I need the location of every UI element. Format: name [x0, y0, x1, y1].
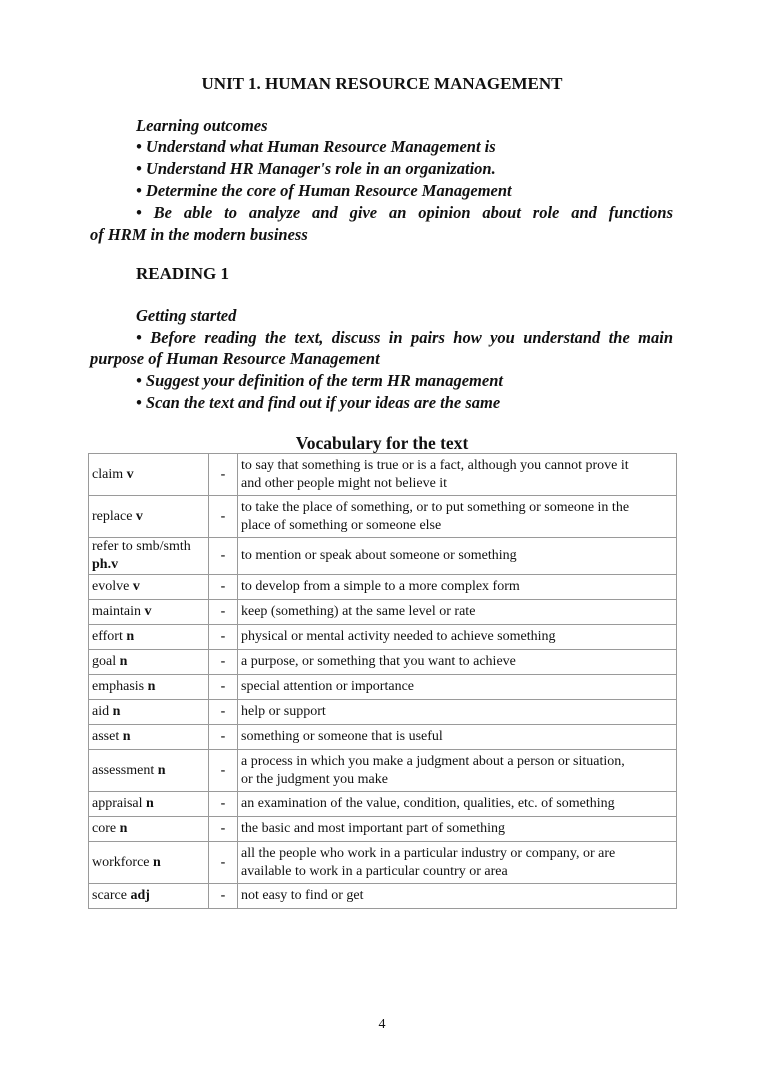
- vocab-part-of-speech: n: [126, 629, 135, 644]
- table-row: [89, 625, 677, 650]
- vocab-definition-line: a purpose, or something that you want to achieve: [241, 654, 516, 669]
- vocab-word: asset: [92, 729, 120, 744]
- vocab-word: scarce: [92, 888, 127, 903]
- vocab-definition-line: an examination of the value, condition, qualities, etc. of something: [241, 796, 615, 811]
- vocab-word: evolve: [92, 579, 130, 594]
- vocab-dash: -: [209, 538, 238, 575]
- vocab-definition: [238, 625, 677, 650]
- table-row: [89, 575, 677, 600]
- vocab-definition-line: keep (something) at the same level or rate: [241, 604, 476, 619]
- learning-outcomes-heading: Learning outcomes: [136, 116, 268, 135]
- vocab-definition: [238, 575, 677, 600]
- bullet-icon: •: [136, 203, 154, 222]
- vocab-definition-line: the basic and most important part of something: [241, 821, 506, 836]
- vocab-word: claim: [92, 466, 124, 482]
- vocab-definition: [238, 884, 677, 909]
- vocab-definition-line: physical or mental activity needed to achieve something: [241, 629, 556, 644]
- vocab-definition: [238, 454, 677, 496]
- vocab-dash: -: [209, 675, 238, 700]
- reading-item-1: • Before reading the text, discuss in pairs how you understand the main: [136, 328, 674, 347]
- vocab-definition-line: something or someone that is useful: [241, 729, 443, 744]
- table-row: [89, 792, 677, 817]
- vocab-word: core: [92, 821, 117, 836]
- vocab-word: refer to smb/smth: [92, 539, 191, 554]
- vocab-definition: [238, 600, 677, 625]
- vocab-term: [89, 454, 209, 496]
- table-row: [89, 650, 677, 675]
- vocab-dash: -: [209, 454, 238, 496]
- vocab-definition-line: help or support: [241, 704, 326, 719]
- vocab-word: appraisal: [92, 796, 143, 811]
- vocab-definition: [238, 496, 677, 538]
- bullet-icon: •: [136, 181, 146, 200]
- vocab-definition-line: place of something or someone else: [241, 517, 442, 533]
- table-row: [89, 842, 677, 884]
- table-row: [89, 600, 677, 625]
- vocab-word: replace: [92, 508, 133, 524]
- vocab-word: maintain: [92, 604, 141, 619]
- vocab-term: [89, 700, 209, 725]
- bullet-icon: •: [136, 328, 151, 347]
- vocab-definition-line: and other people might not believe it: [241, 475, 448, 491]
- vocab-dash: -: [209, 842, 238, 884]
- vocab-term: [89, 600, 209, 625]
- vocab-term: [89, 496, 209, 538]
- vocab-part-of-speech: n: [112, 704, 121, 719]
- bullet-icon: •: [136, 371, 146, 390]
- vocab-part-of-speech: n: [157, 762, 166, 778]
- vocab-dash: -: [209, 496, 238, 538]
- vocab-definition: [238, 675, 677, 700]
- vocab-part-of-speech: adj: [130, 888, 150, 903]
- vocabulary-table: [88, 453, 677, 909]
- vocab-dash: -: [209, 725, 238, 750]
- vocab-term: [89, 750, 209, 792]
- vocab-definition-line: special attention or importance: [241, 679, 414, 694]
- vocab-dash: -: [209, 600, 238, 625]
- vocab-dash: -: [209, 700, 238, 725]
- vocab-definition: [238, 650, 677, 675]
- vocab-part-of-speech: ph.v: [92, 557, 119, 572]
- vocab-term: [89, 538, 209, 575]
- vocab-dash: -: [209, 650, 238, 675]
- vocab-definition-line: to mention or speak about someone or something: [241, 548, 517, 563]
- vocab-term: [89, 650, 209, 675]
- vocab-term: [89, 792, 209, 817]
- getting-started-heading: Getting started: [136, 306, 237, 325]
- vocab-definition: [238, 538, 677, 575]
- vocab-dash: -: [209, 792, 238, 817]
- vocab-dash: -: [209, 884, 238, 909]
- vocab-part-of-speech: n: [119, 821, 128, 836]
- vocab-word: goal: [92, 654, 117, 669]
- vocab-definition: [238, 700, 677, 725]
- vocab-term: [89, 842, 209, 884]
- vocab-word: assessment: [92, 762, 155, 778]
- table-row: [89, 675, 677, 700]
- vocab-part-of-speech: n: [119, 654, 128, 669]
- table-row: [89, 496, 677, 538]
- vocabulary-title: Vocabulary for the text: [295, 433, 469, 453]
- vocab-part-of-speech: n: [147, 679, 156, 694]
- vocab-dash: -: [209, 625, 238, 650]
- table-row: [89, 750, 677, 792]
- table-row: [89, 817, 677, 842]
- vocab-definition-line: available to work in a particular country or area: [241, 863, 508, 879]
- vocab-part-of-speech: v: [126, 466, 134, 482]
- vocab-dash: -: [209, 817, 238, 842]
- vocab-definition-line: to say that something is true or is a fact, although you cannot prove it: [241, 457, 629, 473]
- vocab-word: aid: [92, 704, 110, 719]
- vocab-part-of-speech: n: [122, 729, 131, 744]
- vocab-definition: [238, 725, 677, 750]
- vocab-part-of-speech: v: [132, 579, 140, 594]
- outcome-item-2: • Understand HR Manager's role in an organization.: [136, 159, 496, 178]
- vocab-definition-line: to take the place of something, or to put something or someone in the: [241, 499, 630, 515]
- vocab-word: workforce: [92, 854, 150, 870]
- vocab-definition-line: or the judgment you make: [241, 771, 388, 787]
- vocab-word: emphasis: [92, 679, 145, 694]
- outcome-item-3: • Determine the core of Human Resource Management: [136, 181, 512, 200]
- vocab-definition-line: not easy to find or get: [241, 888, 364, 903]
- bullet-icon: •: [136, 159, 146, 178]
- vocab-term: [89, 625, 209, 650]
- table-row: [89, 725, 677, 750]
- table-row: [89, 454, 677, 496]
- vocab-term: [89, 817, 209, 842]
- vocab-definition: [238, 842, 677, 884]
- bullet-icon: •: [136, 393, 146, 412]
- bullet-icon: •: [136, 137, 146, 156]
- outcome-item-4: • Be able to analyze and give an opinion about role and functions: [136, 203, 673, 222]
- vocab-definition-line: to develop from a simple to a more complex form: [241, 579, 520, 594]
- outcome-item-4-continuation: of HRM in the modern business: [90, 225, 308, 244]
- vocab-term: [89, 575, 209, 600]
- page-title: UNIT 1. HUMAN RESOURCE MANAGEMENT: [201, 74, 563, 93]
- vocab-part-of-speech: v: [144, 604, 152, 619]
- vocab-definition-line: a process in which you make a judgment about a person or situation,: [241, 753, 625, 769]
- vocab-part-of-speech: n: [146, 796, 154, 811]
- table-row: [89, 884, 677, 909]
- vocab-term: [89, 884, 209, 909]
- vocab-part-of-speech: n: [153, 854, 161, 870]
- reading-item-2: • Suggest your definition of the term HR management: [136, 371, 503, 390]
- vocab-word: effort: [92, 629, 123, 644]
- vocab-definition-line: all the people who work in a particular industry or company, or are: [241, 845, 616, 861]
- vocab-definition: [238, 792, 677, 817]
- reading-item-1-continuation: purpose of Human Resource Management: [90, 349, 380, 368]
- reading-item-3: • Scan the text and find out if your ideas are the same: [136, 393, 501, 412]
- vocab-definition: [238, 750, 677, 792]
- vocab-term: [89, 725, 209, 750]
- vocab-term: [89, 675, 209, 700]
- reading-heading: READING 1: [136, 264, 230, 283]
- outcome-item-1: • Understand what Human Resource Management is: [136, 137, 496, 156]
- vocab-dash: -: [209, 750, 238, 792]
- table-row: [89, 538, 677, 575]
- vocab-dash: -: [209, 575, 238, 600]
- vocab-definition: [238, 817, 677, 842]
- vocab-part-of-speech: v: [135, 508, 143, 524]
- page-number: 4: [378, 1017, 386, 1032]
- table-row: [89, 700, 677, 725]
